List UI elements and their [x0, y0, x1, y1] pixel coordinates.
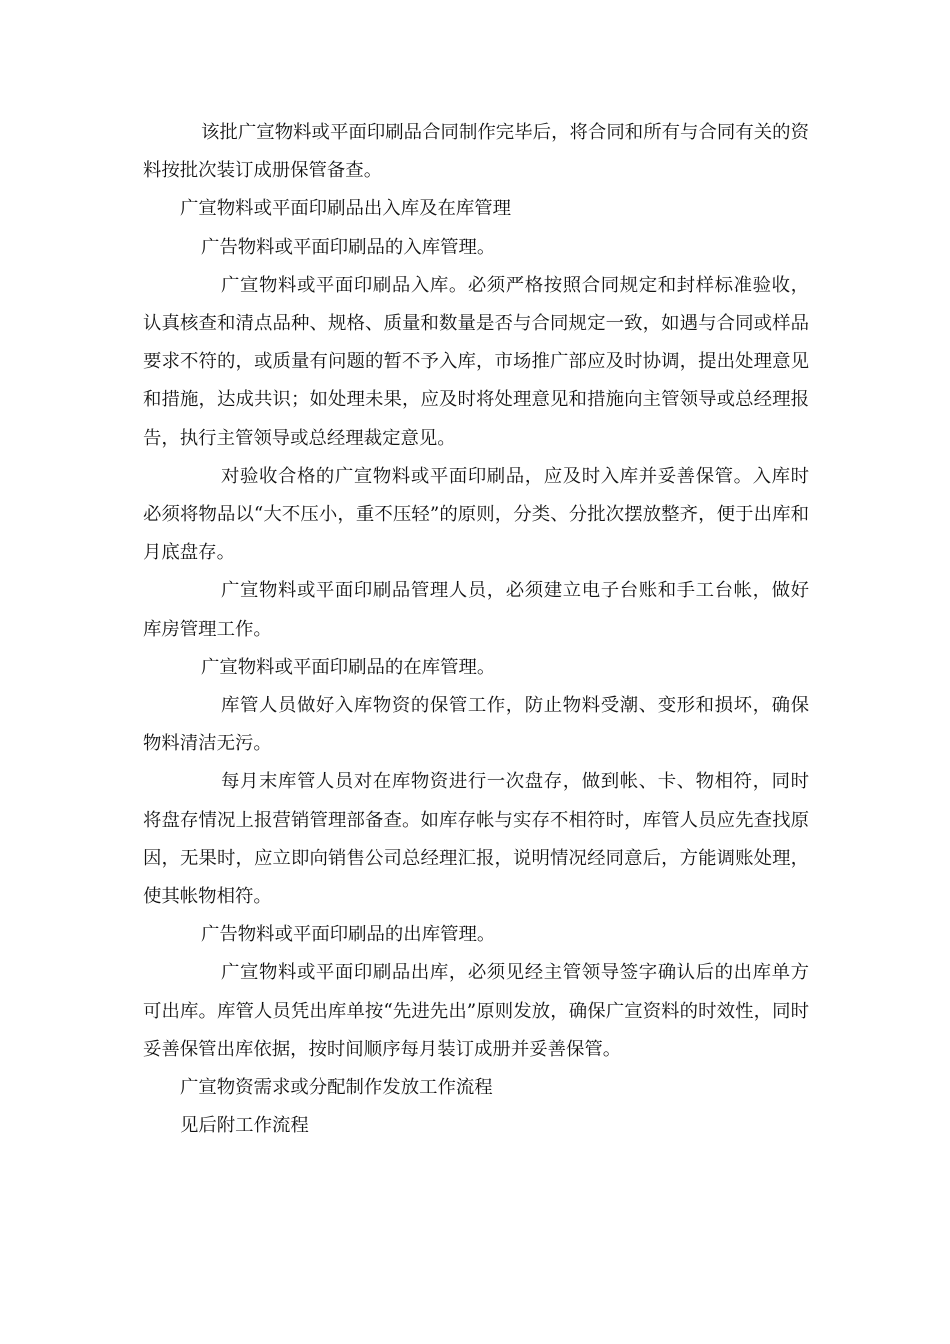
subheading-inbound-management: 广告物料或平面印刷品的入库管理。 — [201, 236, 496, 258]
paragraph-inbound-storage: 对验收合格的广宣物料或平面印刷品，应及时入库并妥善保管。入库时必须将物品以“大不压小，重不压轻”的原则，分类、分批次摆放整齐，便于出库和月底盘存。 — [143, 465, 809, 564]
paragraph-inbound-acceptance: 广宣物料或平面印刷品入库。必须严格按照合同规定和封样标准验收，认真核查和清点品种、规格、质量和数量是否与合同规定一致，如遇与合同或样品要求不符的，或质量有问题的暂不予入库，市场推广部应及时协调，提出处理意见和措施，达成共识；如处理未果，应及时将处理意见和措施向主管领导或总经理报告，执行主管领导或总经理裁定意见。 — [143, 274, 809, 449]
subheading-outbound-management: 广告物料或平面印刷品的出库管理。 — [201, 924, 496, 946]
paragraph-archive-contracts: 该批广宣物料或平面印刷品合同制作完毕后，将合同和所有与合同有关的资料按批次装订成册保管备查。 — [143, 122, 809, 182]
document-body — [143, 114, 809, 1145]
paragraph-inbound-ledger: 广宣物料或平面印刷品管理人员，必须建立电子台账和手工台帐，做好库房管理工作。 — [143, 580, 809, 640]
paragraph-in-stock-inventory: 每月末库管人员对在库物资进行一次盘存，做到帐、卡、物相符，同时将盘存情况上报营销管理部备查。如库存帐与实存不相符时，库管人员应先查找原因，无果时，应立即向销售公司总经理汇报，说明情况经同意后，方能调账处理，使其帐物相符。 — [143, 771, 809, 908]
paragraph-workflow-note: 见后附工作流程 — [180, 1115, 309, 1137]
paragraph-outbound-rules: 广宣物料或平面印刷品出库，必须见经主管领导签字确认后的出库单方可出库。库管人员凭出库单按“先进先出”原则发放，确保广宣资料的时效性，同时妥善保管出库依据，按时间顺序每月装订成册并妥善保管。 — [143, 962, 809, 1060]
subheading-in-stock-management: 广宣物料或平面印刷品的在库管理。 — [201, 656, 496, 678]
section-heading-workflow: 广宣物资需求或分配制作发放工作流程 — [180, 1077, 493, 1099]
section-heading-storage-management: 广宣物料或平面印刷品出入库及在库管理 — [180, 198, 512, 220]
paragraph-in-stock-care: 库管人员做好入库物资的保管工作，防止物料受潮、变形和损坏，确保物料清洁无污。 — [143, 695, 809, 755]
